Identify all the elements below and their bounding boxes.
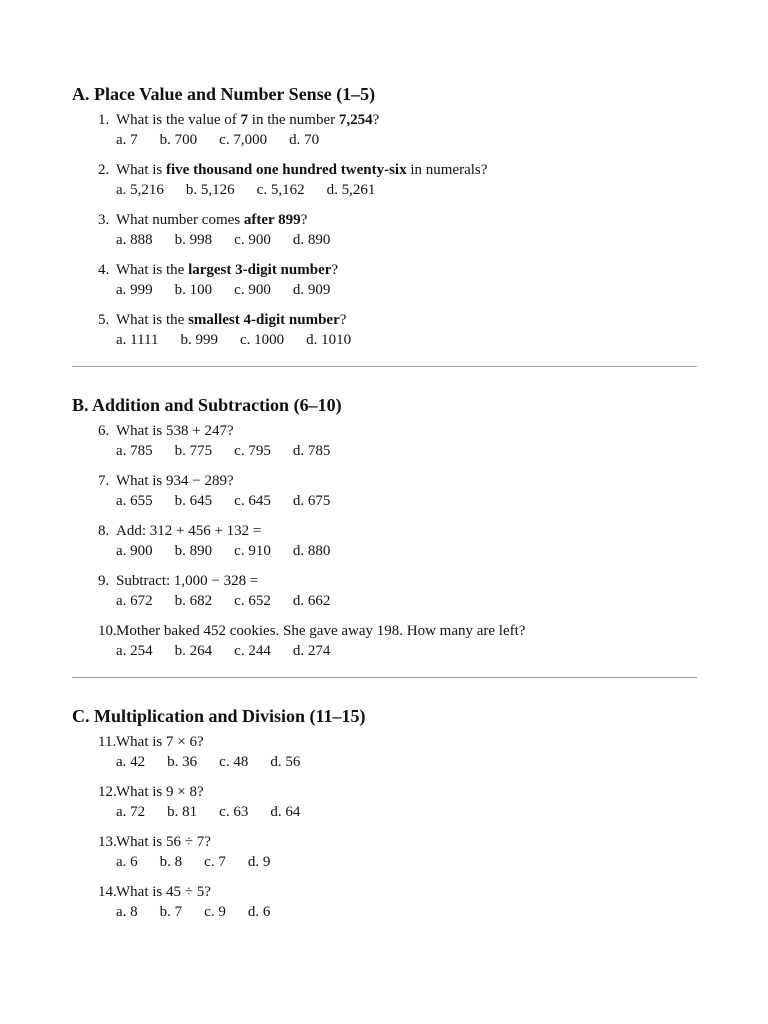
question-list: [72, 110, 697, 350]
option-a: a. 8: [116, 904, 138, 920]
question-12: [72, 782, 697, 822]
question-text-bold: 7,254: [338, 112, 373, 128]
option-b: b. 264: [174, 643, 213, 659]
question-text-part: ?: [372, 112, 380, 128]
question-text: [116, 160, 697, 180]
option-d: d. 5,261: [326, 182, 376, 198]
option-c: c. 900: [234, 232, 271, 248]
question-number: 10.: [98, 623, 117, 639]
question-text-part: in the number: [248, 112, 339, 128]
option-a: a. 1111: [116, 332, 159, 348]
answer-options: [116, 641, 697, 661]
option-d: d. 880: [292, 543, 331, 559]
answer-options: [116, 280, 697, 300]
question-number: 7.: [98, 473, 110, 489]
option-d: d. 675: [292, 493, 331, 509]
question-7: [72, 471, 697, 511]
question-number: 8.: [98, 523, 110, 539]
answer-options: [116, 541, 697, 561]
option-a: a. 999: [116, 282, 153, 298]
question-number: 11.: [98, 734, 117, 750]
answer-options: [116, 130, 697, 150]
option-a: a. 785: [116, 443, 153, 459]
question-text-part: What number comes: [116, 212, 244, 228]
option-a: a. 5,216: [116, 182, 164, 198]
question-text-part: What is the: [116, 262, 189, 278]
option-a: a. 254: [116, 643, 153, 659]
question-text-part: What is: [116, 162, 166, 178]
option-c: c. 795: [234, 443, 271, 459]
option-a: a. 7: [116, 132, 138, 148]
question-number: 2.: [98, 162, 110, 178]
answer-options: [116, 180, 697, 200]
question-text: Mother baked 452 cookies. She gave away 198. How many are left?: [116, 623, 526, 639]
answer-options: [116, 752, 697, 772]
option-c: c. 244: [234, 643, 271, 659]
question-text-bold: after 899: [243, 212, 301, 228]
option-c: c. 63: [219, 804, 249, 820]
question-14: [72, 882, 697, 922]
option-a: a. 888: [116, 232, 153, 248]
section-title: B. Addition and Subtraction (6–10): [72, 395, 342, 415]
question-text-part: ?: [331, 262, 339, 278]
question-9: [72, 571, 697, 611]
question-number: 12.: [98, 784, 117, 800]
question-text: What is 56 ÷ 7?: [116, 834, 211, 850]
option-d: d. 890: [292, 232, 331, 248]
option-d: d. 274: [292, 643, 331, 659]
question-text: Subtract: 1,000 − 328 =: [116, 573, 259, 589]
question-3: [72, 210, 697, 250]
option-b: b. 8: [159, 854, 183, 870]
option-d: d. 9: [247, 854, 271, 870]
option-b: b. 890: [174, 543, 213, 559]
option-d: d. 909: [292, 282, 331, 298]
question-number: 5.: [98, 312, 110, 328]
answer-options: [116, 230, 697, 250]
question-text-part: What is the value of: [116, 112, 241, 128]
option-b: b. 998: [174, 232, 213, 248]
question-number: 13.: [98, 834, 117, 850]
option-d: d. 662: [292, 593, 331, 609]
question-number: 14.: [98, 884, 117, 900]
answer-options: [116, 802, 697, 822]
section-title: A. Place Value and Number Sense (1–5): [72, 84, 376, 104]
question-number: 3.: [98, 212, 110, 228]
option-c: c. 7,000: [219, 132, 268, 148]
section-title: C. Multiplication and Division (11–15): [72, 706, 366, 726]
option-b: b. 7: [159, 904, 183, 920]
option-a: a. 72: [116, 804, 146, 820]
option-b: b. 36: [167, 754, 198, 770]
question-text-bold: five thousand one hundred twenty-six: [166, 162, 407, 178]
question-text: [116, 210, 697, 230]
option-b: b. 645: [174, 493, 213, 509]
answer-options: [116, 491, 697, 511]
question-text: What is 9 × 8?: [116, 784, 204, 800]
option-a: a. 655: [116, 493, 153, 509]
question-1: [72, 110, 697, 150]
question-text: What is 934 − 289?: [116, 473, 234, 489]
option-c: c. 900: [234, 282, 271, 298]
question-text-part: ?: [339, 312, 347, 328]
question-2: [72, 160, 697, 200]
question-text-part: in numerals?: [406, 162, 488, 178]
answer-options: [116, 852, 697, 872]
question-text: [116, 310, 697, 330]
question-text: What is 45 ÷ 5?: [116, 884, 211, 900]
option-b: b. 775: [174, 443, 213, 459]
section-a: [72, 82, 697, 350]
question-5: [72, 310, 697, 350]
question-6: [72, 421, 697, 461]
worksheet: [72, 82, 697, 932]
answer-options: [116, 902, 697, 922]
answer-options: [116, 591, 697, 611]
option-c: c. 645: [234, 493, 271, 509]
option-d: d. 56: [270, 754, 301, 770]
option-c: c. 1000: [240, 332, 285, 348]
question-text-bold: largest 3-digit number: [188, 262, 332, 278]
question-text: What is 7 × 6?: [116, 734, 204, 750]
option-a: a. 42: [116, 754, 146, 770]
question-11: [72, 732, 697, 772]
question-list: [72, 421, 697, 661]
question-text-bold: smallest 4-digit number: [188, 312, 340, 328]
question-number: 4.: [98, 262, 110, 278]
section-b: [72, 393, 697, 661]
section-divider: [72, 677, 697, 678]
option-d: d. 785: [292, 443, 331, 459]
section-c: [72, 704, 697, 922]
option-d: d. 64: [270, 804, 301, 820]
option-d: d. 1010: [306, 332, 352, 348]
option-a: a. 6: [116, 854, 138, 870]
question-list: [72, 732, 697, 922]
option-b: b. 999: [180, 332, 218, 348]
question-text: [116, 260, 697, 280]
option-c: c. 7: [204, 854, 226, 870]
answer-options: [116, 330, 697, 350]
question-number: 6.: [98, 423, 110, 439]
question-4: [72, 260, 697, 300]
option-b: b. 682: [174, 593, 213, 609]
option-c: c. 48: [219, 754, 249, 770]
question-number: 1.: [98, 112, 110, 128]
option-c: c. 652: [234, 593, 271, 609]
question-8: [72, 521, 697, 561]
question-text-part: ?: [300, 212, 308, 228]
option-b: b. 100: [174, 282, 213, 298]
question-number: 9.: [98, 573, 110, 589]
option-b: b. 700: [159, 132, 198, 148]
question-text: Add: 312 + 456 + 132 =: [116, 523, 262, 539]
option-c: c. 5,162: [256, 182, 305, 198]
option-d: d. 70: [289, 132, 320, 148]
question-text: What is 538 + 247?: [116, 423, 234, 439]
question-13: [72, 832, 697, 872]
section-divider: [72, 366, 697, 367]
question-text-bold: 7: [240, 112, 249, 128]
option-d: d. 6: [247, 904, 271, 920]
option-b: b. 5,126: [185, 182, 235, 198]
option-c: c. 910: [234, 543, 271, 559]
answer-options: [116, 441, 697, 461]
question-10: [72, 621, 697, 661]
option-a: a. 900: [116, 543, 153, 559]
option-a: a. 672: [116, 593, 153, 609]
question-text-part: What is the: [116, 312, 189, 328]
option-b: b. 81: [167, 804, 198, 820]
question-text: [116, 110, 697, 130]
option-c: c. 9: [204, 904, 226, 920]
